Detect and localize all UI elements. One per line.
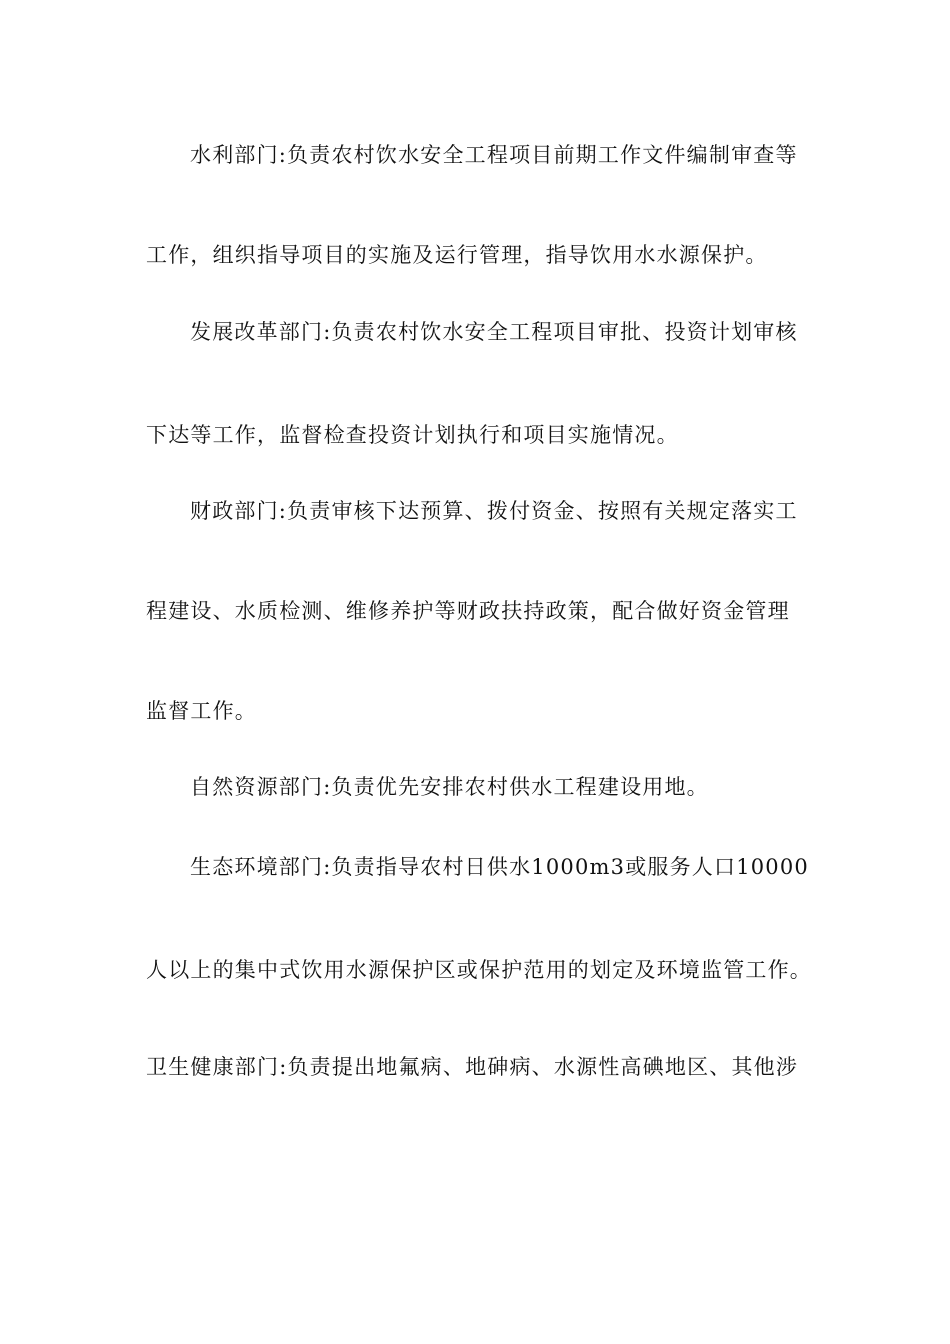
paragraph-health-line-1: 卫生健康部门:负责提出地氟病、地砷病、水源性高碘地区、其他涉 xyxy=(146,1055,799,1079)
paragraph-natural-resources-line-1: 自然资源部门:负责优先安排农村供水工程建设用地。 xyxy=(190,775,709,799)
paragraph-water-resources-line-2: 工作，组织指导项目的实施及运行管理，指导饮用水水源保护。 xyxy=(146,243,768,267)
paragraph-water-resources-line-1: 水利部门:负责农村饮水安全工程项目前期工作文件编制审查等 xyxy=(190,143,798,167)
paragraph-development-reform-line-1: 发展改革部门:负责农村饮水安全工程项目审批、投资计划审核 xyxy=(190,320,798,344)
paragraph-finance-line-3: 监督工作。 xyxy=(146,699,257,723)
paragraph-finance-line-2: 程建设、水质检测、维修养护等财政扶持政策，配合做好资金管理 xyxy=(146,599,790,623)
paragraph-ecology-environment-line-2: 人以上的集中式饮用水源保护区或保护范用的划定及环境监管工作。 xyxy=(146,958,812,982)
paragraph-development-reform-line-2: 下达等工作，监督检查投资计划执行和项目实施情况。 xyxy=(146,423,679,447)
paragraph-finance-line-1: 财政部门:负责审核下达预算、拨付资金、按照有关规定落实工 xyxy=(190,499,798,523)
paragraph-ecology-environment-line-1: 生态环境部门:负责指导农村日供水1000m3或服务人口10000 xyxy=(190,855,809,879)
